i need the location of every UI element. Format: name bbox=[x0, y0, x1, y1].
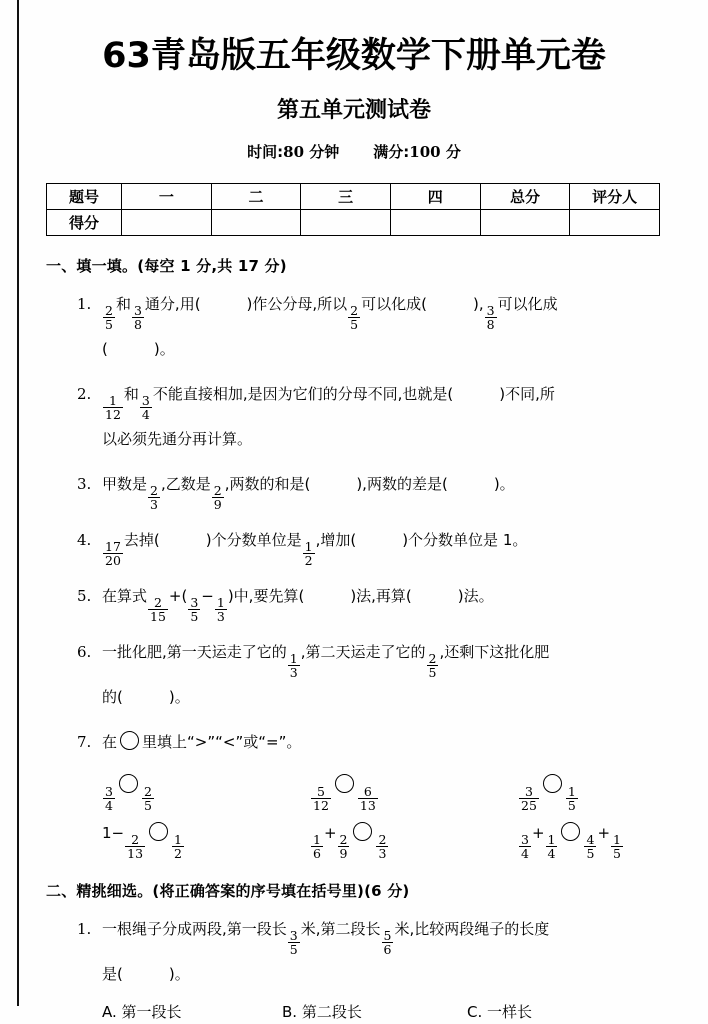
question-line bbox=[102, 467, 662, 512]
fraction bbox=[103, 785, 115, 813]
total-score-label: 满分: bbox=[373, 142, 410, 161]
choice-option-c[interactable]: C. 一样长 bbox=[467, 1002, 533, 1021]
comparison-circle-icon[interactable] bbox=[119, 774, 138, 793]
fraction bbox=[172, 833, 184, 861]
fraction-numerator: 3 bbox=[133, 302, 142, 318]
fraction-denominator: 6 bbox=[383, 942, 392, 958]
fraction-numerator: 2 bbox=[150, 482, 158, 498]
question-text: + bbox=[531, 823, 545, 842]
question-text: 的( bbox=[102, 687, 123, 706]
question-text: )法,再算( bbox=[350, 586, 412, 605]
question-text: ,第二天运走了它的 bbox=[300, 642, 426, 661]
sections-container bbox=[46, 236, 662, 1022]
fraction-denominator: 5 bbox=[428, 665, 437, 681]
fraction bbox=[485, 304, 497, 332]
fraction-numerator: 2 bbox=[153, 594, 162, 610]
question-number: 1. bbox=[77, 919, 92, 938]
question-text: )中,要先算( bbox=[227, 586, 305, 605]
fraction-numerator: 3 bbox=[289, 927, 298, 943]
fraction bbox=[382, 929, 394, 957]
fraction-numerator: 2 bbox=[350, 302, 359, 318]
fraction-denominator: 12 bbox=[105, 407, 121, 423]
question-line bbox=[102, 422, 662, 456]
question-item bbox=[46, 714, 662, 759]
fraction-numerator: 3 bbox=[105, 783, 113, 799]
fraction bbox=[140, 394, 152, 422]
fraction-numerator: 2 bbox=[339, 831, 348, 847]
question-text: )作公分母,所以 bbox=[246, 294, 348, 313]
fraction bbox=[566, 785, 578, 813]
question-line bbox=[310, 776, 379, 814]
fraction bbox=[311, 785, 331, 813]
question-text: )个分数单位是 bbox=[205, 530, 302, 549]
fraction-numerator: 2 bbox=[428, 650, 437, 666]
question-text: 在 bbox=[102, 732, 118, 751]
question-list-1 bbox=[46, 276, 662, 759]
fraction-denominator: 4 bbox=[105, 798, 113, 814]
fraction bbox=[148, 596, 168, 624]
fraction-numerator: 2 bbox=[131, 831, 140, 847]
question-line bbox=[102, 287, 662, 332]
fraction bbox=[611, 833, 623, 861]
fraction-numerator: 4 bbox=[586, 831, 595, 847]
score-table-body bbox=[47, 183, 660, 235]
question-text: 在算式 bbox=[102, 586, 148, 605]
question-number: 3. bbox=[77, 474, 92, 493]
fraction-numerator: 2 bbox=[105, 302, 113, 318]
fraction-denominator: 9 bbox=[213, 497, 222, 513]
question-list-2 bbox=[46, 901, 662, 991]
comparison-expression bbox=[310, 813, 518, 861]
question-body bbox=[102, 725, 662, 759]
fraction-numerator: 1 bbox=[613, 831, 621, 847]
fraction-numerator: 3 bbox=[190, 594, 199, 610]
question-line bbox=[102, 523, 662, 568]
section-heading: 二、精挑细选。(将正确答案的序号填在括号里)(6 分) bbox=[46, 881, 410, 900]
fraction-denominator: 2 bbox=[174, 846, 182, 862]
choice-row bbox=[46, 991, 662, 1022]
comparison-grid bbox=[46, 759, 662, 861]
fraction bbox=[188, 596, 200, 624]
question-text: 一根绳子分成两段,第一段长 bbox=[102, 919, 287, 938]
question-body bbox=[102, 635, 662, 714]
fraction-denominator: 13 bbox=[127, 846, 144, 862]
question-text: 米,第二段长 bbox=[300, 919, 381, 938]
fraction-numerator: 2 bbox=[378, 831, 387, 847]
question-body bbox=[102, 377, 662, 456]
fraction-denominator: 5 bbox=[613, 846, 621, 862]
question-text: + bbox=[323, 823, 337, 842]
fraction bbox=[358, 785, 378, 813]
comparison-expression bbox=[102, 765, 310, 813]
total-score-value: 100 分 bbox=[409, 142, 461, 161]
fraction-denominator: 5 bbox=[143, 798, 152, 814]
fraction-denominator: 8 bbox=[486, 317, 495, 333]
comparison-circle-icon[interactable] bbox=[335, 774, 354, 793]
fraction bbox=[348, 304, 360, 332]
exam-meta bbox=[46, 124, 662, 162]
fraction bbox=[103, 540, 123, 568]
question-line bbox=[102, 823, 185, 862]
fraction-numerator: 1 bbox=[313, 831, 321, 847]
fraction bbox=[584, 833, 596, 861]
fraction-denominator: 5 bbox=[190, 609, 199, 625]
comparison-expression bbox=[102, 813, 310, 861]
page-content bbox=[46, 0, 662, 1022]
fraction bbox=[303, 540, 315, 568]
question-line bbox=[102, 377, 662, 422]
row-label-question-no: 题号 bbox=[47, 183, 122, 209]
question-number: 4. bbox=[77, 530, 92, 549]
question-text: ( bbox=[102, 339, 108, 358]
question-text: )。 bbox=[168, 964, 190, 983]
fraction-numerator: 1 bbox=[216, 594, 225, 610]
question-text: 是( bbox=[102, 964, 123, 983]
question-item bbox=[46, 568, 662, 624]
fraction-denominator: 25 bbox=[521, 798, 537, 814]
question-number: 6. bbox=[77, 642, 92, 661]
question-text: )不同,所 bbox=[499, 384, 555, 403]
comparison-expression bbox=[518, 765, 662, 813]
question-text: )。 bbox=[153, 339, 175, 358]
fraction bbox=[215, 596, 227, 624]
fraction bbox=[288, 929, 300, 957]
question-text: + bbox=[597, 823, 611, 842]
choice-option-b[interactable]: B. 第二段长 bbox=[282, 1002, 362, 1021]
question-text: +( bbox=[168, 586, 188, 605]
comparison-expression bbox=[310, 765, 518, 813]
fraction-denominator: 5 bbox=[289, 942, 298, 958]
question-item bbox=[46, 624, 662, 714]
question-text: ),两数的差是( bbox=[356, 474, 448, 493]
fraction-numerator: 6 bbox=[363, 783, 372, 799]
fraction bbox=[148, 484, 160, 512]
question-text: 里填上“>”“<”或“=”。 bbox=[142, 732, 302, 751]
score-cell-4[interactable] bbox=[390, 209, 480, 235]
fraction-numerator: 3 bbox=[141, 392, 150, 408]
page-title: 63青岛版五年级数学下册单元卷 bbox=[102, 36, 606, 76]
fraction bbox=[376, 833, 388, 861]
question-number: 2. bbox=[77, 384, 92, 403]
question-text: 可以化成 bbox=[497, 294, 558, 313]
fraction-numerator: 1 bbox=[304, 538, 313, 554]
fraction-denominator: 13 bbox=[359, 798, 376, 814]
question-body bbox=[102, 523, 662, 568]
fraction-denominator: 5 bbox=[350, 317, 359, 333]
fraction-denominator: 5 bbox=[586, 846, 595, 862]
score-cell-1[interactable] bbox=[122, 209, 212, 235]
section-heading: 一、填一填。(每空 1 分,共 17 分) bbox=[46, 256, 287, 275]
question-text: 和 bbox=[123, 384, 139, 403]
question-line bbox=[102, 912, 662, 957]
fraction-denominator: 15 bbox=[150, 609, 166, 625]
question-text: ,两数的和是( bbox=[224, 474, 311, 493]
question-line bbox=[102, 957, 662, 991]
comparison-circle-icon[interactable] bbox=[543, 774, 562, 793]
question-line bbox=[102, 332, 662, 366]
question-text: ,乙数是 bbox=[160, 474, 211, 493]
fraction bbox=[103, 394, 123, 422]
fraction bbox=[288, 652, 300, 680]
question-item bbox=[46, 276, 662, 366]
question-item bbox=[46, 901, 662, 991]
fraction bbox=[132, 304, 144, 332]
comparison-circle-icon[interactable] bbox=[353, 822, 372, 841]
question-text: )。 bbox=[168, 687, 190, 706]
fraction bbox=[311, 833, 323, 861]
time-value: 80 分钟 bbox=[283, 142, 340, 161]
question-line bbox=[518, 823, 624, 862]
fraction-denominator: 3 bbox=[216, 609, 225, 625]
question-text: 和 bbox=[115, 294, 131, 313]
question-text: ,还剩下这批化肥 bbox=[439, 642, 550, 661]
time-label: 时间: bbox=[247, 142, 284, 161]
fraction-denominator: 20 bbox=[105, 553, 121, 569]
question-text: 甲数是 bbox=[102, 474, 148, 493]
question-text: 一批化肥,第一天运走了它的 bbox=[102, 642, 287, 661]
fraction-numerator: 3 bbox=[524, 783, 533, 799]
fraction bbox=[125, 833, 145, 861]
fraction-denominator: 3 bbox=[378, 846, 387, 862]
col-header-4: 四 bbox=[390, 183, 480, 209]
question-text: 米,比较两段绳子的长度 bbox=[394, 919, 550, 938]
question-line bbox=[102, 635, 662, 680]
fraction-denominator: 3 bbox=[150, 497, 158, 513]
question-body bbox=[102, 579, 662, 624]
col-header-total: 总分 bbox=[480, 183, 570, 209]
question-number: 7. bbox=[77, 732, 92, 751]
score-cell-total[interactable] bbox=[480, 209, 570, 235]
fraction-denominator: 2 bbox=[304, 553, 313, 569]
fraction bbox=[519, 833, 531, 861]
table-row-scores bbox=[47, 209, 660, 235]
col-header-2: 二 bbox=[211, 183, 301, 209]
fraction-denominator: 12 bbox=[313, 798, 329, 814]
fraction-numerator: 1 bbox=[289, 650, 298, 666]
comparison-circle-icon[interactable] bbox=[120, 731, 139, 750]
question-text: 1− bbox=[102, 823, 125, 842]
question-text: ), bbox=[472, 294, 484, 313]
question-item bbox=[46, 366, 662, 456]
page-binding-rule bbox=[17, 0, 19, 1006]
question-item bbox=[46, 512, 662, 568]
fraction-denominator: 5 bbox=[567, 798, 576, 814]
question-text: 去掉( bbox=[123, 530, 160, 549]
fraction bbox=[142, 785, 154, 813]
question-text: )。 bbox=[493, 474, 515, 493]
table-row-headers bbox=[47, 183, 660, 209]
section-multiple-choice bbox=[46, 861, 662, 1022]
question-body bbox=[102, 467, 662, 512]
question-line bbox=[102, 680, 662, 714]
score-cell-2[interactable] bbox=[211, 209, 301, 235]
page-subtitle: 第五单元测试卷 bbox=[276, 97, 431, 123]
question-text: 可以化成( bbox=[361, 294, 427, 313]
question-text: − bbox=[201, 586, 214, 605]
fraction-numerator: 5 bbox=[316, 783, 325, 799]
fraction-numerator: 2 bbox=[213, 482, 222, 498]
question-text: 不能直接相加,是因为它们的分母不同,也就是( bbox=[152, 384, 454, 403]
section-fill-in-blanks bbox=[46, 236, 662, 861]
fraction bbox=[212, 484, 224, 512]
question-line bbox=[310, 823, 389, 862]
fraction-numerator: 1 bbox=[108, 392, 117, 408]
fraction-denominator: 5 bbox=[105, 317, 113, 333]
row-label-score: 得分 bbox=[47, 209, 122, 235]
question-item bbox=[46, 456, 662, 512]
comparison-expression bbox=[518, 813, 662, 861]
fraction-numerator: 3 bbox=[486, 302, 495, 318]
question-text: 以必须先通分再计算。 bbox=[102, 429, 253, 448]
fraction-numerator: 1 bbox=[547, 831, 556, 847]
fraction bbox=[103, 304, 115, 332]
question-number: 5. bbox=[77, 586, 92, 605]
fraction-denominator: 8 bbox=[133, 317, 142, 333]
fraction-numerator: 3 bbox=[521, 831, 529, 847]
question-line bbox=[102, 579, 662, 624]
fraction-denominator: 4 bbox=[141, 407, 150, 423]
fraction-denominator: 4 bbox=[547, 846, 556, 862]
fraction-denominator: 3 bbox=[289, 665, 298, 681]
question-text: )法。 bbox=[457, 586, 494, 605]
col-header-3: 三 bbox=[301, 183, 391, 209]
col-header-grader: 评分人 bbox=[570, 183, 660, 209]
fraction bbox=[546, 833, 558, 861]
fraction-denominator: 6 bbox=[313, 846, 321, 862]
question-body bbox=[102, 912, 662, 991]
choice-option-a[interactable]: A. 第一段长 bbox=[102, 1002, 182, 1021]
question-line bbox=[102, 725, 662, 759]
question-text: )个分数单位是 1。 bbox=[402, 530, 528, 549]
fraction bbox=[338, 833, 350, 861]
question-body bbox=[102, 287, 662, 366]
comparison-circle-icon[interactable] bbox=[561, 822, 580, 841]
fraction-numerator: 5 bbox=[383, 927, 392, 943]
fraction-denominator: 9 bbox=[339, 846, 348, 862]
fraction-denominator: 4 bbox=[521, 846, 529, 862]
comparison-circle-icon[interactable] bbox=[149, 822, 168, 841]
fraction bbox=[519, 785, 539, 813]
question-line bbox=[518, 776, 579, 814]
question-text: 通分,用( bbox=[144, 294, 201, 313]
fraction bbox=[427, 652, 439, 680]
col-header-1: 一 bbox=[122, 183, 212, 209]
fraction-numerator: 2 bbox=[143, 783, 152, 799]
question-number: 1. bbox=[77, 294, 92, 313]
fraction-numerator: 1 bbox=[174, 831, 182, 847]
question-line bbox=[102, 776, 155, 814]
fraction-numerator: 1 bbox=[567, 783, 576, 799]
question-text: ,增加( bbox=[315, 530, 357, 549]
score-table bbox=[46, 183, 660, 236]
fraction-numerator: 17 bbox=[105, 538, 121, 554]
score-cell-grader[interactable] bbox=[570, 209, 660, 235]
score-cell-3[interactable] bbox=[301, 209, 391, 235]
